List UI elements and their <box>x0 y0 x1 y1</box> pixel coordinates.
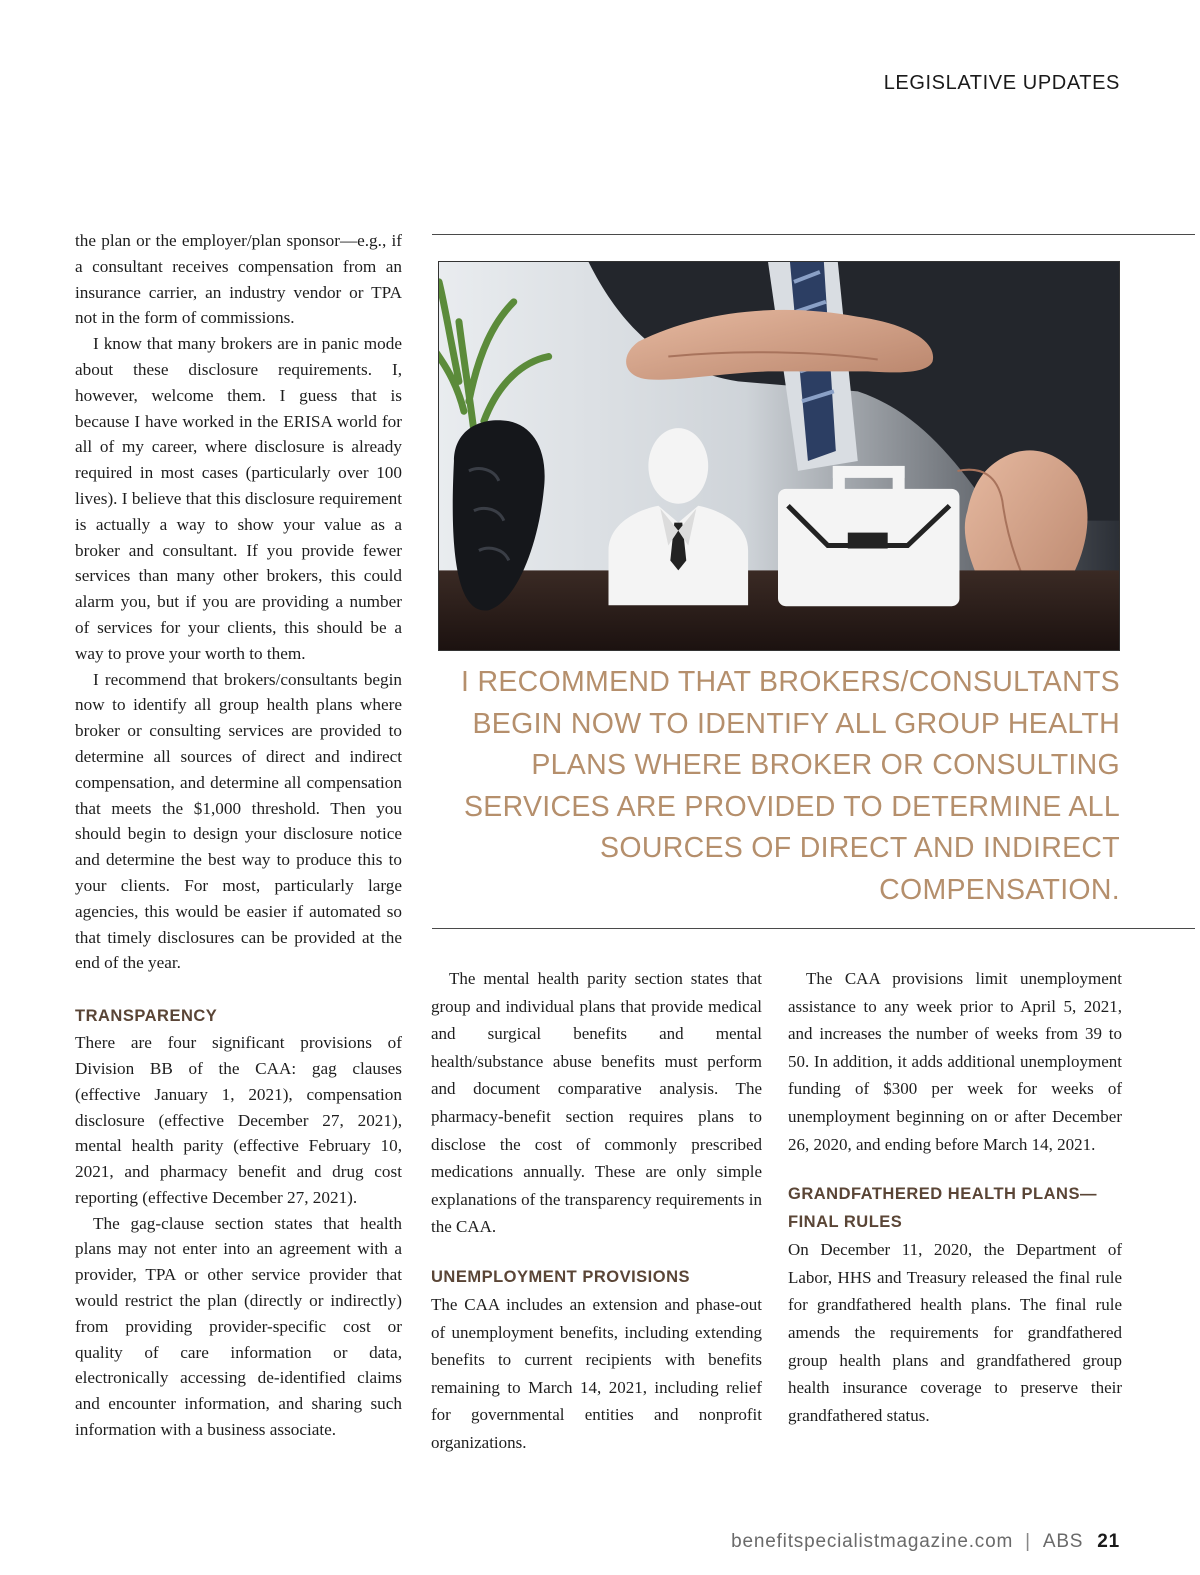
body-paragraph: the plan or the employer/plan sponsor—e.g., if a consultant receives compensation from an insurance carrier, an industry vendor or TPA not in the form of commissions. <box>75 231 402 328</box>
footer-publication: ABS <box>1042 1531 1084 1552</box>
body-paragraph: The CAA includes an extension and phase-out of unemployment benefits, including extending benefits to current recipients with benefits remaining to March 14, 2021, including relief for governmental entities and nonprofit organizations. <box>431 1294 762 1452</box>
middle-column <box>431 965 762 1457</box>
body-paragraph: The CAA provisions limit unemployment assistance to any week prior to April 5, 2021, and increases the number of weeks from 39 to 50. In addition, it adds additional unemployment funding of $300 per week for weeks of unemployment beginning on or after December 26, 2020, and ending before March 14, 2021. <box>788 969 1122 1154</box>
body-paragraph: I know that many brokers are in panic mode about these disclosure requirements. I, however, welcome them. I guess that is because I have worked in the ERISA world for all of my career, where disclosure is already required in most cases (particularly over 100 lives). I believe that this disclosure requirement is actually a way to show your value as a broker and consultant. If you provide fewer services than many other brokers, this could alarm you, but if you are providing a number of services for your clients, this should be a way to prove your worth to them. <box>75 334 402 663</box>
page-footer: benefitspecialistmagazine.com | ABS 21 <box>731 1531 1120 1552</box>
page-number: 21 <box>1097 1531 1120 1552</box>
unemployment-heading: UNEMPLOYMENT PROVISIONS <box>431 1267 691 1286</box>
left-column <box>75 228 402 1443</box>
grandfathered-heading: GRANDFATHERED HEALTH PLANS—FINAL RULES <box>788 1185 1097 1232</box>
body-paragraph: I recommend that brokers/consultants begin now to identify all group health plans where broker or consulting services are provided to determine all sources of direct and indirect compensation, and determine all compensation that meets the $1,000 threshold. Then you should begin to design your disclosure notice and determine the best way to produce this to your clients. For most, particularly large agencies, this would be easier if automated so that timely disclosures can be provided at the end of the year. <box>75 669 402 973</box>
section-label: LEGISLATIVE UPDATES <box>883 72 1120 94</box>
top-rule <box>432 234 1195 235</box>
footer-website: benefitspecialistmagazine.com <box>731 1531 1014 1552</box>
body-paragraph: There are four significant provisions of Division BB of the CAA: gag clauses (effective January 1, 2021), compensation disclosure (effective December 27, 2021), mental health parity (effective February 10, 2021, and pharmacy benefit and drug cost reporting (effective December 27, 2021). <box>75 1033 402 1207</box>
hands-protecting-person-and-briefcase-photo <box>438 261 1120 651</box>
pull-quote: I RECOMMEND THAT BROKERS/CONSULTANTS BEGIN NOW TO IDENTIFY ALL GROUP HEALTH PLANS WHERE BROKER OR CONSULTING SERVICES ARE PROVIDED TO DETERMINE ALL SOURCES OF DIRECT AND INDIRECT COMPENSATION. <box>461 666 1120 906</box>
body-paragraph: The mental health parity section states that group and individual plans that provide medical and surgical benefits and mental health/substance abuse benefits must perform and document comparative analysis. The pharmacy-benefit section requires plans to disclose the cost of commonly prescribed medications annually. These are only simple explanations of the transparency requirements in the CAA. <box>431 969 762 1237</box>
body-paragraph: On December 11, 2020, the Department of Labor, HHS and Treasury released the final rule for grandfathered health plans. The final rule amends the requirements for grandfathered group health plans and grandfathered group health insurance coverage to preserve their grandfathered status. <box>788 1240 1122 1425</box>
bottom-rule <box>432 928 1195 929</box>
right-column <box>788 965 1122 1429</box>
body-paragraph: The gag-clause section states that health plans may not enter into an agreement with a provider, TPA or other service provider that would restrict the plan (directly or indirectly) from providing provider-specific cost or quality of care information or data, electronically accessing de-identified claims and encounter information, and sharing such information with a business associate. <box>75 1213 402 1440</box>
transparency-heading: TRANSPARENCY <box>75 1007 218 1026</box>
